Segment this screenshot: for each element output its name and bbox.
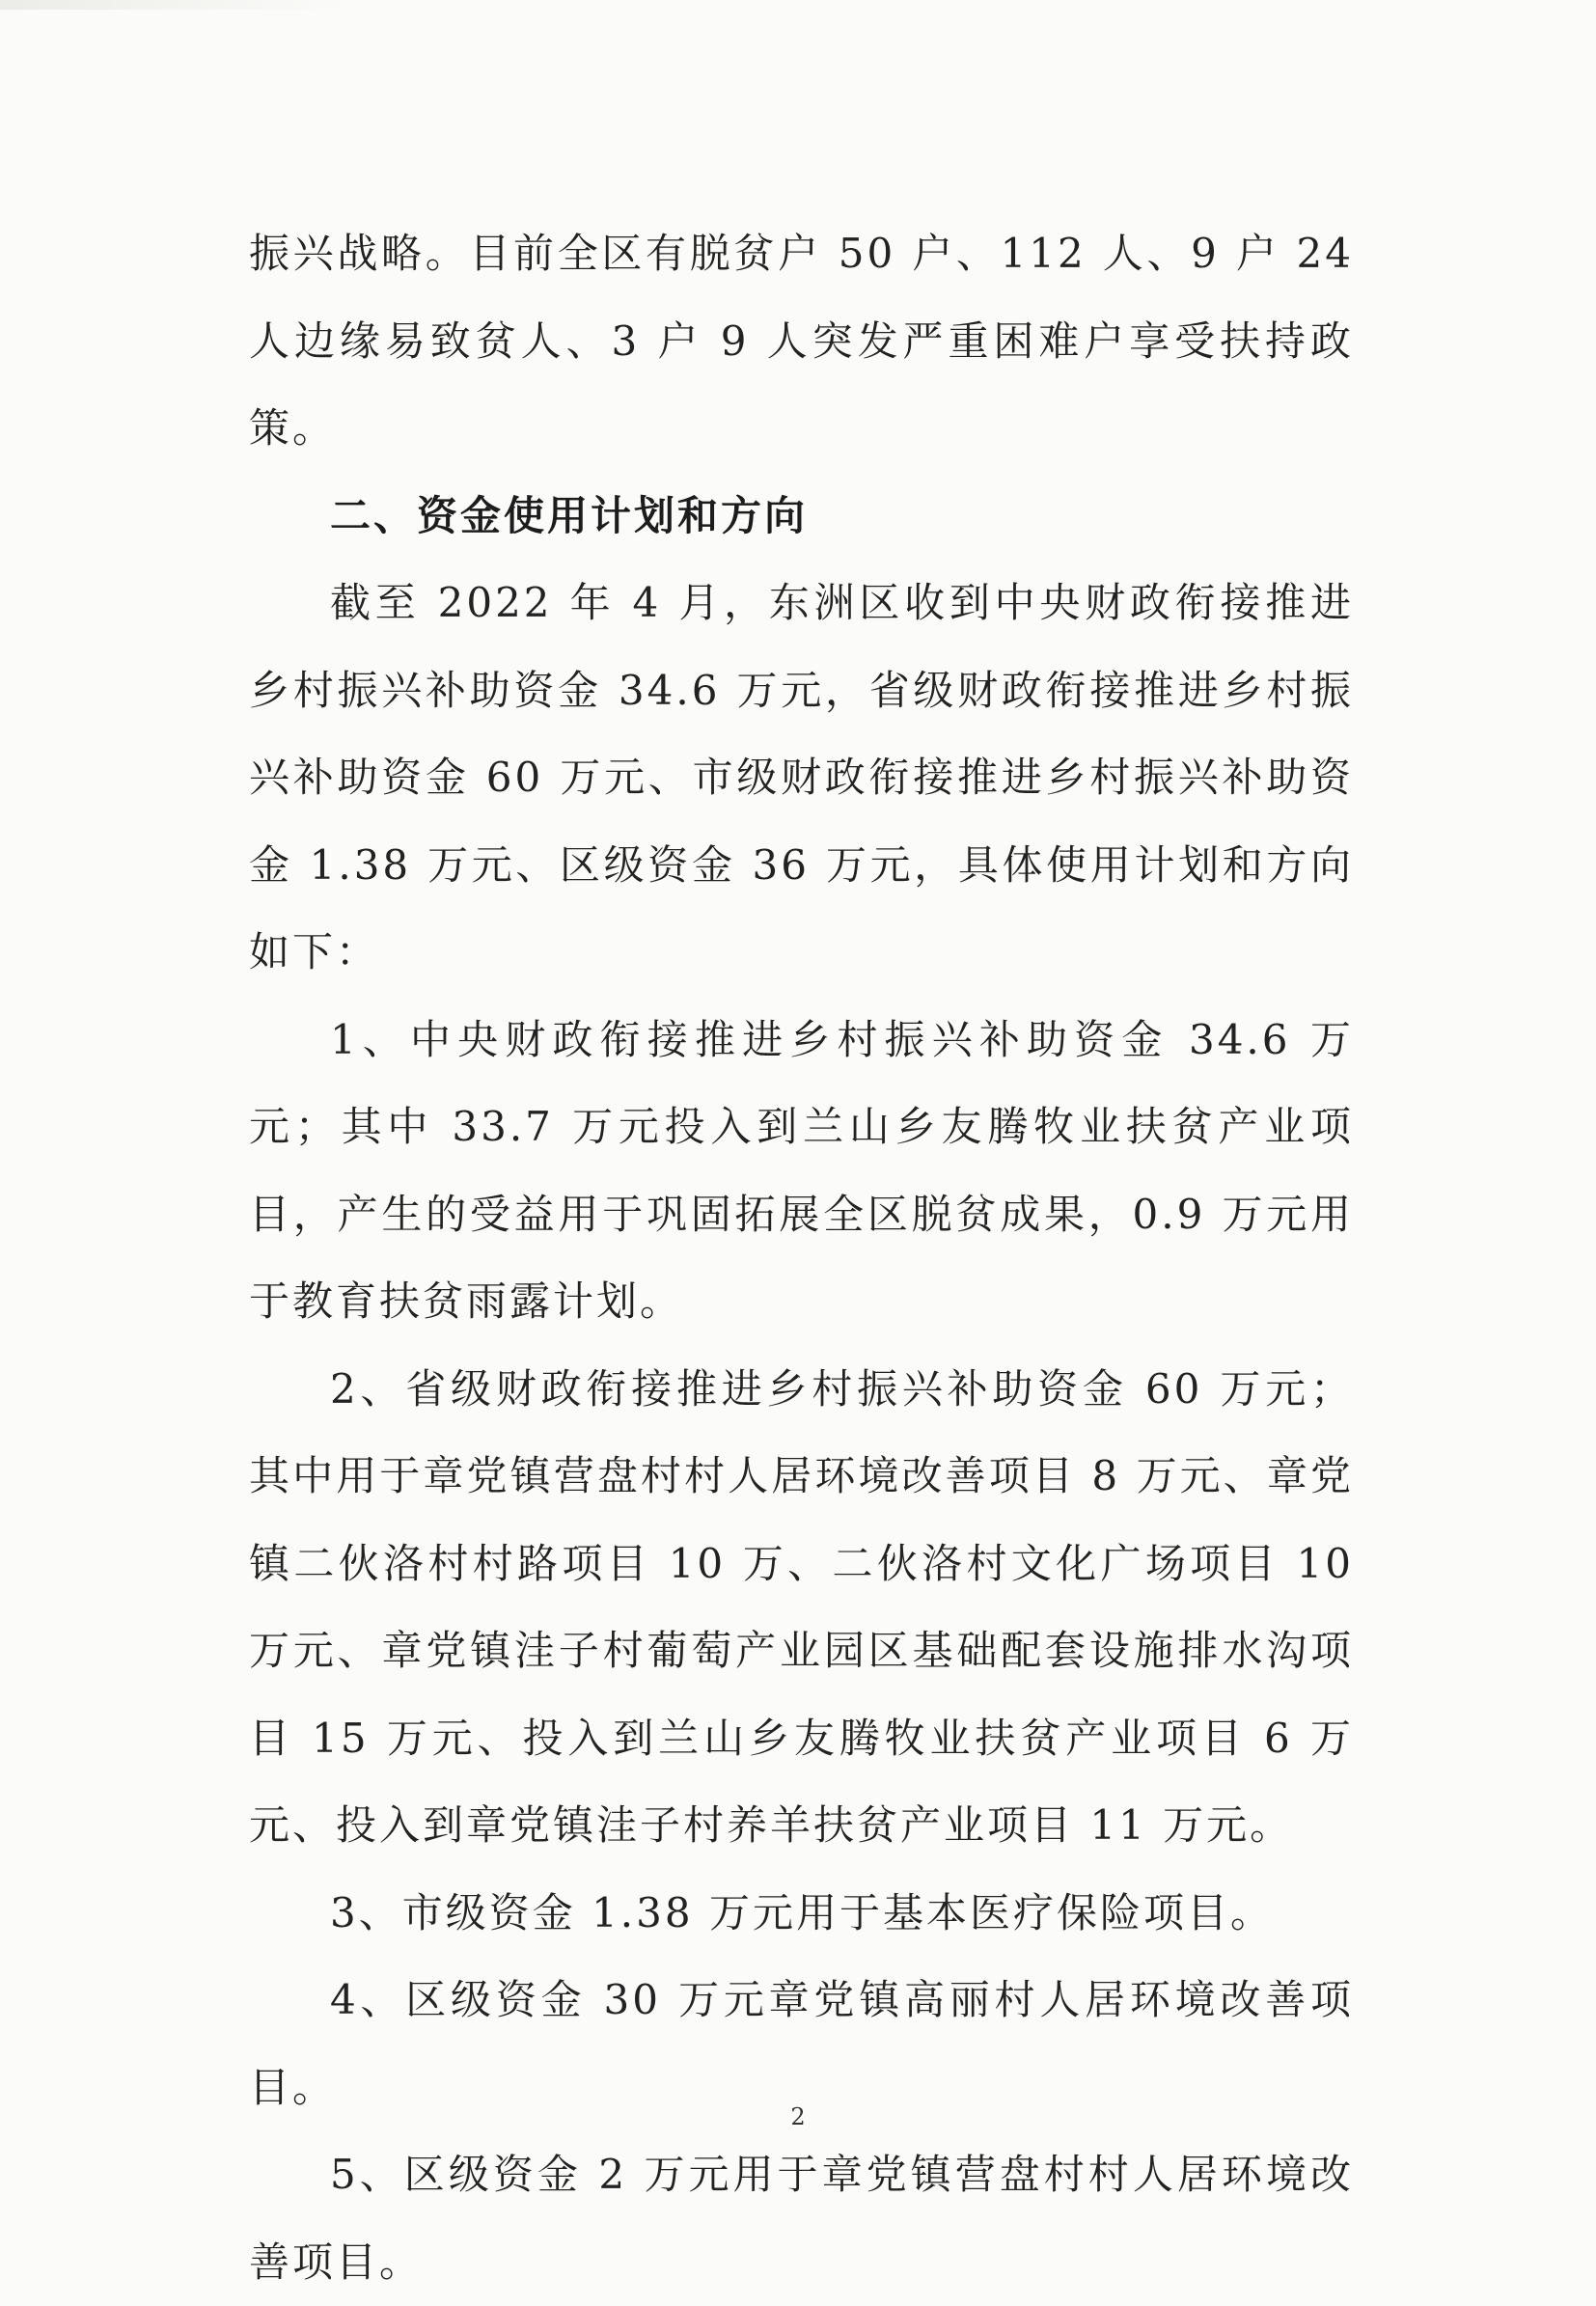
- paragraph-item-1: 1、中央财政衔接推进乡村振兴补助资金 34.6 万元；其中 33.7 万元投入到兰山乡友腾牧业扶贫产业项目，产生的受益用于巩固拓展全区脱贫成果，0.9 万元用于教育扶贫雨露计划。: [249, 1015, 1354, 1325]
- paragraph-item-2: 2、省级财政衔接推进乡村振兴补助资金 60 万元；其中用于章党镇营盘村村人居环境改善项目 8 万元、章党镇二伙洛村村路项目 10 万、二伙洛村文化广场项目 10 万元、章党镇洼子村葡萄产业园区基础配套设施排水沟项目 15 万元、投入到兰山乡友腾牧业扶贫产业项目 6 万元、投入到章党镇洼子村养羊扶贫产业项目 11 万元。: [249, 1364, 1354, 1849]
- paragraph-funds-summary: 截至 2022 年 4 月，东洲区收到中央财政衔接推进乡村振兴补助资金 34.6 万元，省级财政衔接推进乡村振兴补助资金 60 万元、市级财政衔接推进乡村振兴补助资金 1.38 万元、区级资金 36 万元，具体使用计划和方向如下：: [249, 579, 1354, 975]
- scan-edge-mark: [0, 0, 347, 10]
- paragraph-item-3: 3、市级资金 1.38 万元用于基本医疗保险项目。: [330, 1888, 1274, 1936]
- page-number: 2: [790, 2103, 806, 2130]
- paragraph-continuation: 振兴战略。目前全区有脱贫户 50 户、112 人、9 户 24 人边缘易致贫人、3 户 9 人突发严重困难户享受扶持政策。: [249, 230, 1354, 452]
- paragraph-item-5: 5、区级资金 2 万元用于章党镇营盘村村人居环境改善项目。: [249, 2151, 1354, 2286]
- section-heading: 二、资金使用计划和方向: [330, 491, 809, 539]
- paragraph-item-4: 4、区级资金 30 万元章党镇高丽村人居环境改善项目。: [249, 1976, 1354, 2111]
- document-body: [249, 210, 1354, 2306]
